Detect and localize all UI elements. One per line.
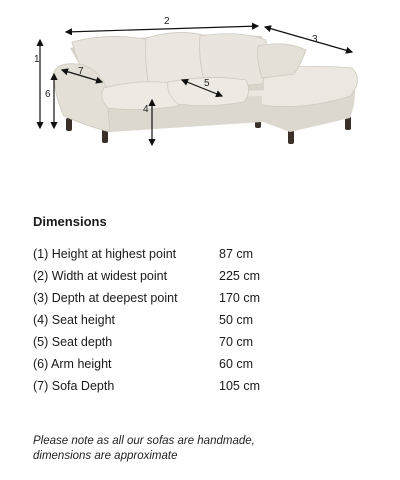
dim-line-2 xyxy=(66,26,258,32)
dimension-row xyxy=(33,243,333,265)
dimension-row xyxy=(33,375,333,397)
dimension-value: 170 cm xyxy=(219,291,260,305)
dimension-value: 70 cm xyxy=(219,335,254,349)
dimension-value: 225 cm xyxy=(219,269,260,283)
dimension-label: (4) Seat height xyxy=(33,313,115,327)
dim-marker-4: 4 xyxy=(143,104,149,115)
note-line-1: Please note as all our sofas are handmade, xyxy=(33,435,255,447)
dimension-row xyxy=(33,331,333,353)
sofa-dimension-diagram xyxy=(0,0,400,170)
dim-marker-2: 2 xyxy=(164,16,170,27)
dim-marker-7: 7 xyxy=(78,66,84,77)
dimension-row xyxy=(33,309,333,331)
dimension-label: (6) Arm height xyxy=(33,357,112,371)
dim-marker-6: 6 xyxy=(45,89,51,100)
dimension-row xyxy=(33,287,333,309)
dimension-label: (1) Height at highest point xyxy=(33,247,177,261)
dim-marker-5: 5 xyxy=(204,78,210,89)
dimension-label: (3) Depth at deepest point xyxy=(33,291,178,305)
handmade-note xyxy=(33,434,333,464)
dimension-value: 50 cm xyxy=(219,313,254,327)
dimension-value: 87 cm xyxy=(219,247,254,261)
dimension-label: (5) Seat depth xyxy=(33,335,113,349)
dim-marker-1: 1 xyxy=(34,54,40,65)
dimension-row xyxy=(33,353,333,375)
dimension-label: (7) Sofa Depth xyxy=(33,379,115,393)
section-title: Dimensions xyxy=(33,214,107,229)
sofa-illustration xyxy=(0,0,400,170)
dimension-value: 60 cm xyxy=(219,357,254,371)
dimensions-list xyxy=(33,243,333,397)
note-line-2: dimensions are approximate xyxy=(33,450,178,462)
dimension-label: (2) Width at widest point xyxy=(33,269,168,283)
dim-marker-3: 3 xyxy=(312,34,318,45)
dimension-value: 105 cm xyxy=(219,379,260,393)
dimension-row xyxy=(33,265,333,287)
